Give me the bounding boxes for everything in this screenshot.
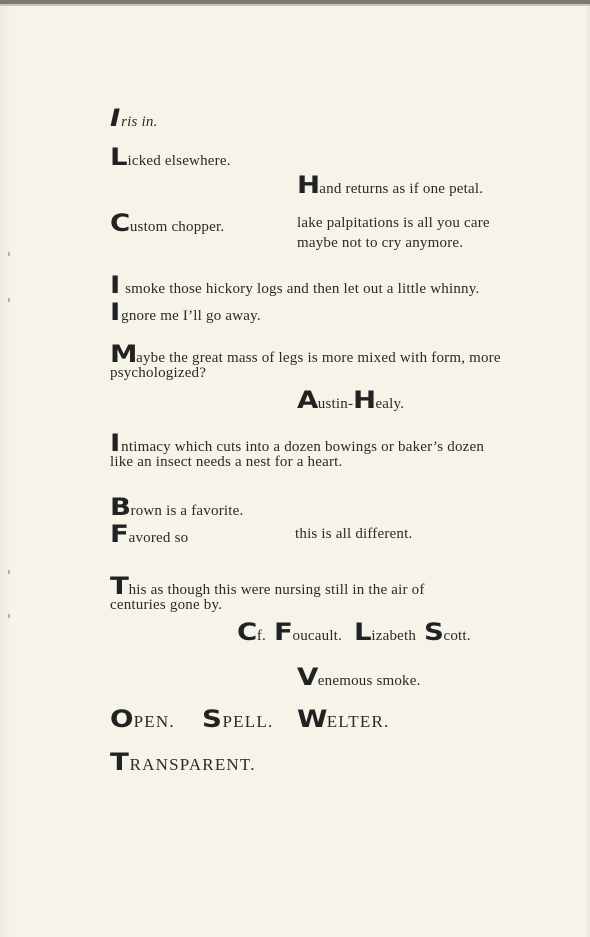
poem-line-smoke: I smoke those hickory logs and then let out a little whinny. bbox=[110, 271, 480, 299]
page-top-shadow bbox=[0, 4, 590, 6]
poem-line-lake: lake palpitations is all you care bbox=[297, 215, 490, 231]
drop-cap: L bbox=[110, 143, 128, 171]
drop-cap: M bbox=[110, 340, 138, 368]
margin-mark bbox=[8, 570, 10, 574]
drop-cap: O bbox=[110, 705, 135, 733]
drop-cap: H bbox=[297, 171, 321, 199]
drop-cap: T bbox=[110, 572, 130, 600]
poem-line-austin-healy: Austin-Healy. bbox=[297, 386, 405, 414]
drop-cap: W bbox=[297, 705, 329, 733]
drop-cap: L bbox=[353, 618, 372, 646]
margin-mark bbox=[8, 298, 10, 302]
poem-line-welter: WELTER. bbox=[297, 705, 390, 733]
margin-mark bbox=[8, 614, 10, 618]
poem-line-brown: Brown is a favorite. bbox=[110, 493, 244, 521]
drop-cap: S bbox=[424, 618, 445, 646]
poem-line-insect: like an insect needs a nest for a heart. bbox=[110, 454, 343, 470]
drop-cap: S bbox=[202, 705, 224, 733]
margin-mark bbox=[8, 252, 10, 256]
drop-cap: C bbox=[110, 209, 131, 237]
poem-line-ignore: Ignore me I’ll go away. bbox=[110, 298, 261, 326]
drop-cap: I bbox=[110, 271, 121, 299]
poem-line-custom: Custom chopper. bbox=[110, 209, 225, 237]
drop-cap: I bbox=[110, 298, 121, 326]
poem-line-hand: Hand returns as if one petal. bbox=[297, 171, 484, 199]
drop-cap: I bbox=[110, 429, 121, 457]
poem-line-psychologized: psychologized? bbox=[110, 365, 207, 381]
drop-cap: C bbox=[237, 618, 258, 646]
poem-line-venemous: Venemous smoke. bbox=[297, 663, 421, 691]
poem-line-this: This as though this were nursing still in the air of bbox=[110, 572, 425, 600]
drop-cap: H bbox=[353, 386, 377, 414]
poem-line-licked: Licked elsewhere. bbox=[110, 143, 231, 171]
drop-cap: V bbox=[297, 663, 319, 691]
drop-cap: B bbox=[110, 493, 132, 521]
poem-line-centuries: centuries gone by. bbox=[110, 597, 223, 613]
poem-line-transparent: TRANSPARENT. bbox=[110, 748, 256, 776]
poem-line-favored: Favored so bbox=[110, 520, 189, 548]
drop-cap: T bbox=[110, 748, 131, 776]
poem-line-foucault: Cf. Foucault. Lizabeth Scott. bbox=[237, 618, 471, 646]
poem-line-intimacy: Intimacy which cuts into a dozen bowings or baker’s dozen bbox=[110, 429, 485, 457]
drop-cap: I bbox=[110, 104, 121, 132]
drop-cap: F bbox=[110, 520, 130, 548]
poem-line-maybe: Maybe the great mass of legs is more mixed with form, more bbox=[110, 340, 501, 368]
drop-cap: F bbox=[273, 618, 293, 646]
poem-line-open-spell: OPEN. SPELL. bbox=[110, 705, 274, 733]
poem-line-iris: Iris in. bbox=[110, 104, 158, 132]
poem-line-maybe-not: maybe not to cry anymore. bbox=[297, 235, 464, 251]
poem-line-different: this is all different. bbox=[295, 526, 413, 542]
drop-cap: A bbox=[297, 386, 319, 414]
